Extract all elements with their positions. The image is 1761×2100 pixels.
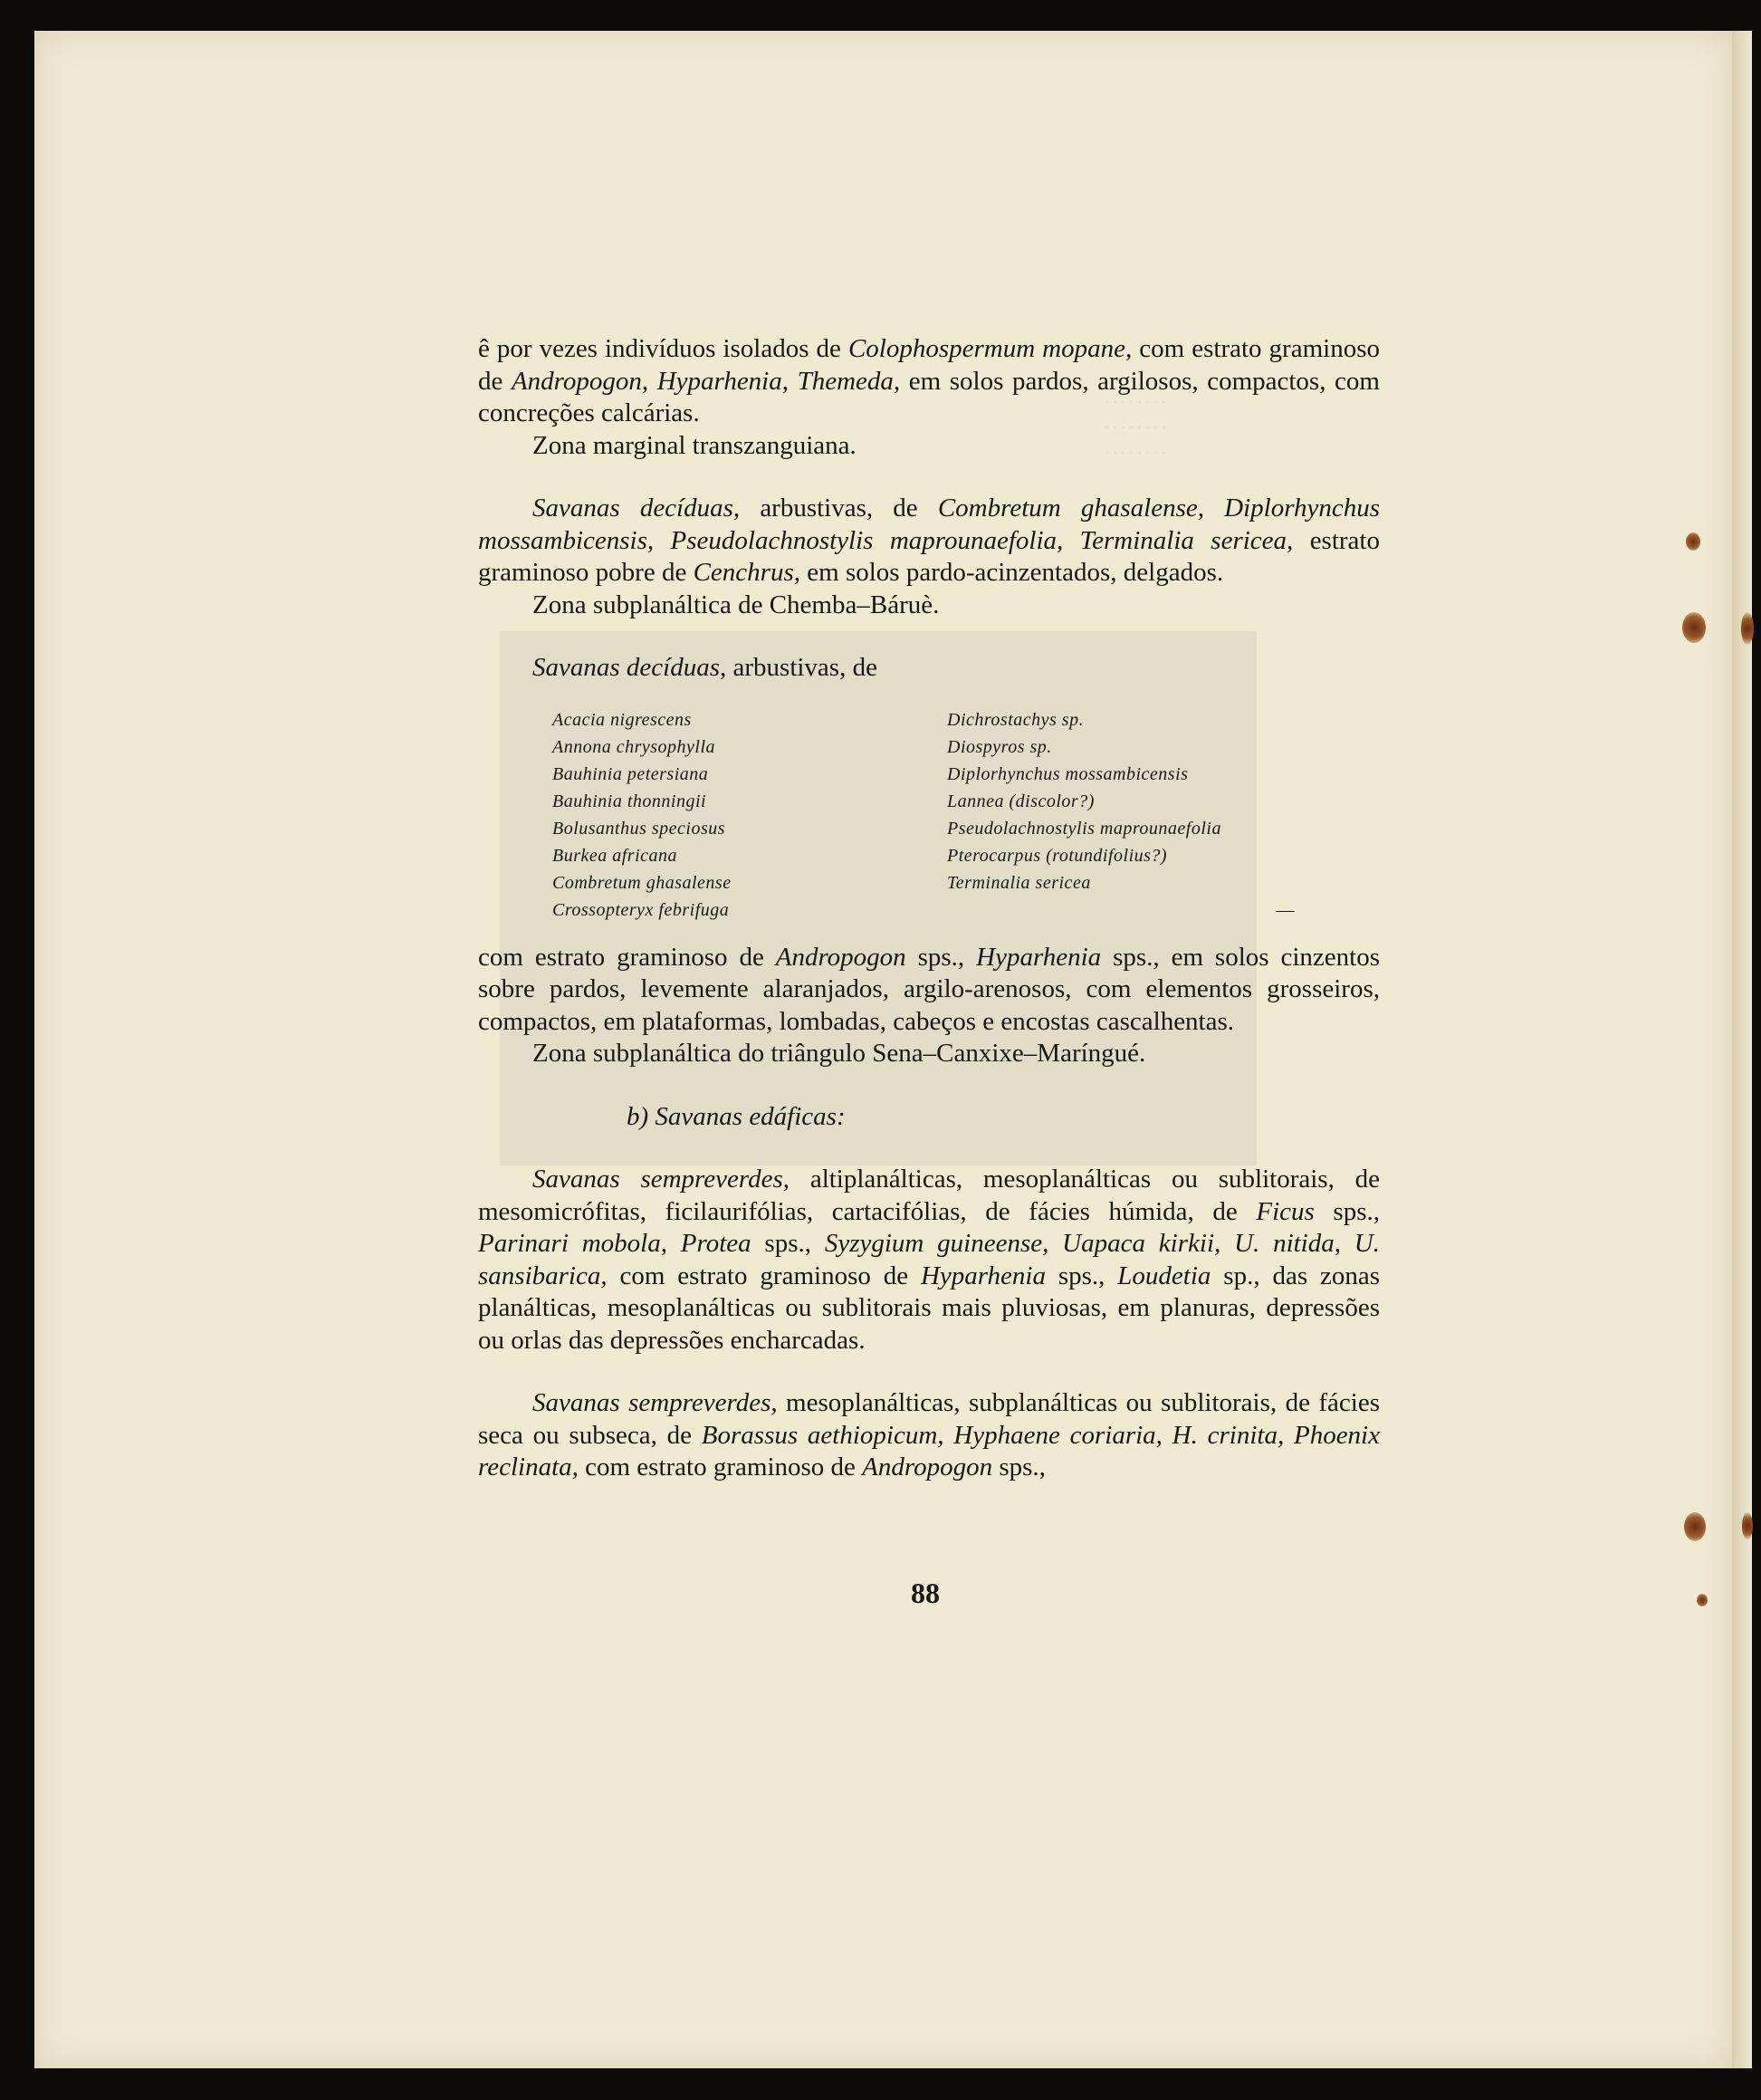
text-run: com estrato graminoso de (578, 1453, 863, 1482)
text-column (478, 333, 1380, 1484)
foxing-spot (1682, 612, 1706, 643)
text-run: sps., (905, 942, 977, 972)
species-table (552, 706, 1336, 924)
italic-run: Savanas decíduas, (532, 653, 727, 682)
foxing-spot (1741, 612, 1754, 645)
text-run: mesoplanálticas, subplanálticas ou sublitorais, de fácies seca ou subseca, de (478, 1388, 1380, 1450)
italic-run: Hyparhenia (976, 942, 1102, 972)
italic-run: Savanas decíduas, (532, 494, 741, 523)
text-run: em solos pardo-acinzentados, delgados. (800, 558, 1224, 587)
species-name: Pterocarpus (rotundifolius?) (947, 845, 1168, 866)
italic-run: Andropogon (862, 1453, 993, 1482)
foxing-spot (1697, 1594, 1708, 1606)
text-run: com estrato graminoso de (607, 1261, 921, 1290)
species-dash: — (1276, 899, 1295, 920)
italic-run: Borassus aethiopicum, Hyphaene coriaria, H. crinita, Phoenix reclinata, (478, 1420, 1380, 1482)
species-name: Combretum ghasalense (552, 872, 732, 893)
italic-run: Combretum ghasalense, Diplorhynchus mossambicensis, Pseudolachnostylis maprounaefolia, Terminalia sericea, (478, 494, 1380, 555)
text-run: com estrato graminoso de (478, 334, 1380, 396)
species-name: Dichrostachys sp. (947, 709, 1085, 730)
zone-line: Zona marginal transzanguiana. (532, 430, 857, 460)
paragraph-2 (478, 493, 1380, 590)
italic-run: Loudetia (1117, 1261, 1211, 1290)
text-run: altiplanálticas, mesoplanálticas ou sublitorais, de mesomicrófitas, ficilaurifólias, cartacifólias, de fácies húmida, de (478, 1165, 1380, 1226)
paragraph-4 (478, 942, 1380, 1039)
bleed-through-text: · · · · · · · · · · · · · · · · · · · · · · · · (1105, 393, 1166, 462)
next-page-edge (1732, 31, 1752, 2068)
foxing-spot (1686, 532, 1700, 551)
zone-line: Zona subplanáltica do triângulo Sena–Canxixe–Maríngué. (532, 1039, 1146, 1068)
text-run: sps., em solos cinzentos sobre pardos, levemente alaranjados, argilo-arenosos, com elementos grosseiros, compactos, em plataformas, lombadas, cabeços e encostas cascalhentas. (478, 942, 1380, 1036)
species-name: Crossopteryx febrifuga (552, 899, 730, 920)
page-number: 88 (911, 1577, 940, 1609)
text-run: ê por vezes indivíduos isolados de (478, 334, 848, 363)
italic-run: Andropogon, Hyparhenia, Themeda, (511, 366, 901, 396)
zone-line: Zona subplanáltica de Chemba–Báruè. (532, 590, 940, 619)
text-run: sps., (751, 1229, 825, 1258)
text-run: sps., (1314, 1196, 1381, 1226)
italic-run: Cenchrus, (693, 558, 801, 587)
species-name: Acacia nigrescens (552, 709, 692, 730)
italic-run: Hyparhenia (920, 1261, 1046, 1290)
species-name: Pseudolachnostylis maprounaefolia (947, 818, 1221, 839)
text-run: estrato graminoso pobre de (478, 525, 1380, 587)
species-name: Terminalia sericea (947, 872, 1091, 893)
text-run: sp., das zonas planálticas, mesoplanálticas ou sublitorais mais pluviosas, em planuras, depressões ou orlas das depressões encharcadas. (478, 1261, 1380, 1355)
text-run: sps., (1045, 1261, 1118, 1290)
species-name: Bolusanthus speciosus (552, 818, 726, 839)
species-name: Diospyros sp. (947, 736, 1052, 757)
text-run: sps., (992, 1453, 1046, 1482)
species-name: Bauhinia thonningii (552, 791, 707, 811)
italic-run: Syzygium guineense, Uapaca kirkii, U. nitida, U. sansibarica, (478, 1229, 1380, 1290)
paragraph-3 (478, 652, 1380, 685)
foxing-spot (1684, 1512, 1706, 1541)
paragraph-1 (478, 333, 1380, 430)
italic-run: Savanas sempreverdes, (532, 1388, 778, 1417)
italic-run: Colophospermum mopane, (847, 334, 1133, 363)
species-name: Burkea africana (552, 845, 678, 866)
paragraph-6 (478, 1387, 1380, 1484)
foxing-spot (1742, 1512, 1753, 1539)
text-run: em solos pardos, argilosos, compactos, com concreções calcárias. (478, 366, 1380, 427)
italic-run: Andropogon (775, 942, 906, 972)
italic-run: Ficus (1256, 1196, 1315, 1226)
species-name: Lannea (discolor?) (947, 791, 1095, 811)
text-run: arbustivas, de (740, 494, 938, 523)
section-subheading: b) Savanas edáficas: (627, 1101, 846, 1131)
italic-run: Parinari mobola, Protea (478, 1229, 751, 1258)
paragraph-5 (478, 1164, 1380, 1357)
species-name: Diplorhynchus mossambicensis (947, 763, 1189, 784)
text-run: com estrato graminoso de (478, 942, 776, 972)
species-name: Annona chrysophylla (552, 736, 716, 757)
species-name: Bauhinia petersiana (552, 763, 709, 784)
text-run: arbustivas, de (726, 653, 877, 682)
italic-run: Savanas sempreverdes, (532, 1165, 790, 1194)
